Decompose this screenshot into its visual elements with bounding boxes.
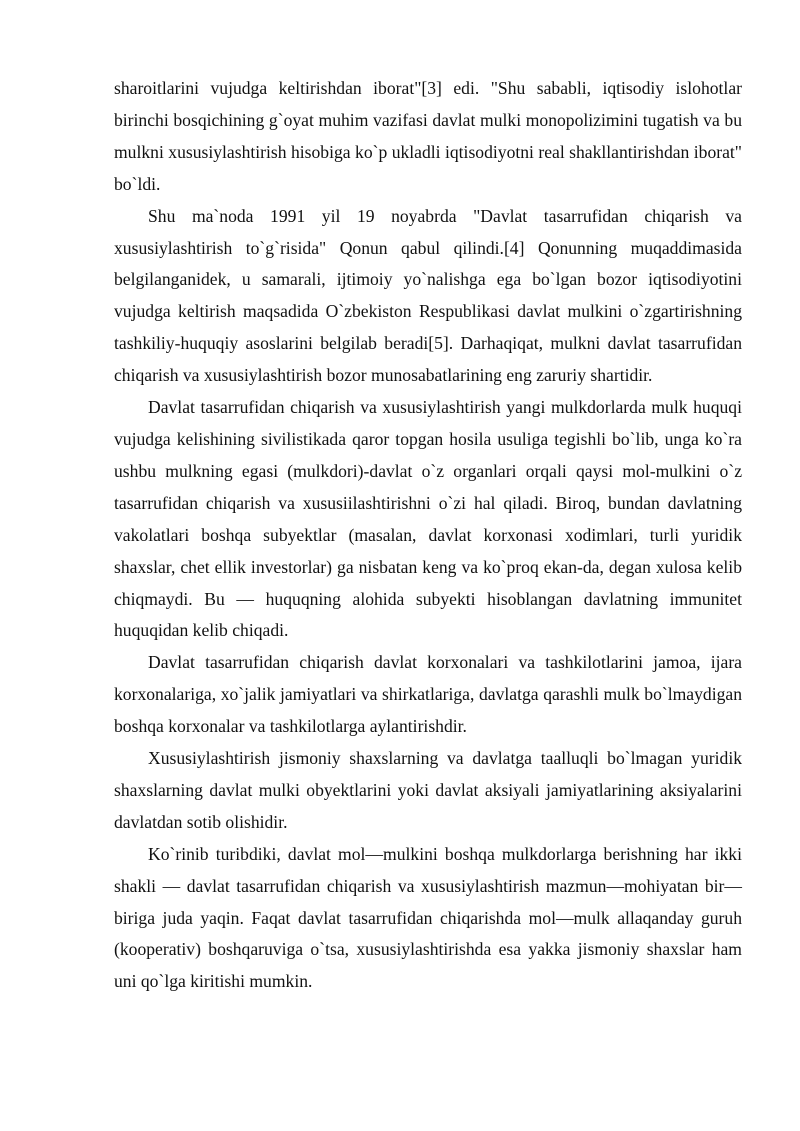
body-text [114, 73, 742, 998]
paragraph-denationalization-definition: Davlat tasarrufidan chiqarish davlat korxonalari va tashkilotlarini jamoa, ijara korxonalariga, xo`jalik jamiyatlari va shirkatlariga, davlatga qarashli mulk bo`lmaydigan boshqa korxonalar va tashkilotlarga aylantirishdir. [114, 652, 742, 737]
paragraph-privatization-definition: Xususiylashtirish jismoniy shaxslarning va davlatga taalluqli bo`lmagan yuridik shaxslarning davlat mulki obyektlarini yoki davlat aksiyali jamiyatlarining aksiyalarini davlatdan sotib olishidir. [114, 748, 742, 832]
paragraph-property-rights: Davlat tasarrufidan chiqarish va xususiylashtirish yangi mulkdorlarda mulk huquqi vujudga kelishining sivilistikada qaror topgan hosila usuliga tegishli bo`lib, unga ko`ra ushbu mulkning egasi (mulkdori)-davlat o`z organlari orqali qaysi mol-mulkini o`z tasarrufidan chiqarish va xususiilashtirishni o`zi hal qiladi. Biroq, bundan davlatning vakolatlari boshqa subyektlar (masalan, davlat korxonasi xodimlari, turli yuridik shaxslar, chet ellik investorlar) ga nisbatan keng va ko`proq ekan-da, degan xulosa kelib chiqmaydi. Bu — huquqning alohida subyekti hisoblangan davlatning immunitet huquqidan kelib chiqadi. [114, 397, 742, 641]
paragraph-continuation: sharoitlarini vujudga keltirishdan iborat"[3] edi. "Shu sababli, iqtisodiy islohotlar birinchi bosqichining g`oyat muhim vazifasi davlat mulki monopolizimini tugatish va bu mulkni xususiylashtirish hisobiga ko`p ukladli iqtisodiyotni real shakllantirishdan iborat" bo`ldi. [114, 78, 742, 194]
paragraph-conclusion: Ko`rinib turibdiki, davlat mol—mulkini boshqa mulkdorlarga berishning har ikki shakli — davlat tasarrufidan chiqarish va xususiylashtirish mazmun—mohiyatan bir—biriga juda yaqin. Faqat davlat tasarrufidan chiqarishda mol—mulk allaqanday guruh (kooperativ) boshqaruviga o`tsa, xususiylashtirishda esa yakka jismoniy shaxslar ham uni qo`lga kiritishi mumkin. [114, 843, 742, 992]
paragraph-law-adoption: Shu ma`noda 1991 yil 19 noyabrda "Davlat tasarrufidan chiqarish va xususiylashtirish to`g`risida" Qonun qabul qilindi.[4] Qonunning muqaddimasida belgilanganidek, u samarali, ijtimoiy yo`nalishga ega bo`lgan bozor iqtisodiyotini vujudga keltirish maqsadida O`zbekiston Respublikasi davlat mulkini o`zgartirishning tashkiliy-huquqiy asoslarini belgilab beradi[5]. Darhaqiqat, mulkni davlat tasarrufidan chiqarish va xususiylashtirish bozor munosabatlarining eng zaruriy shartidir. [114, 205, 742, 386]
